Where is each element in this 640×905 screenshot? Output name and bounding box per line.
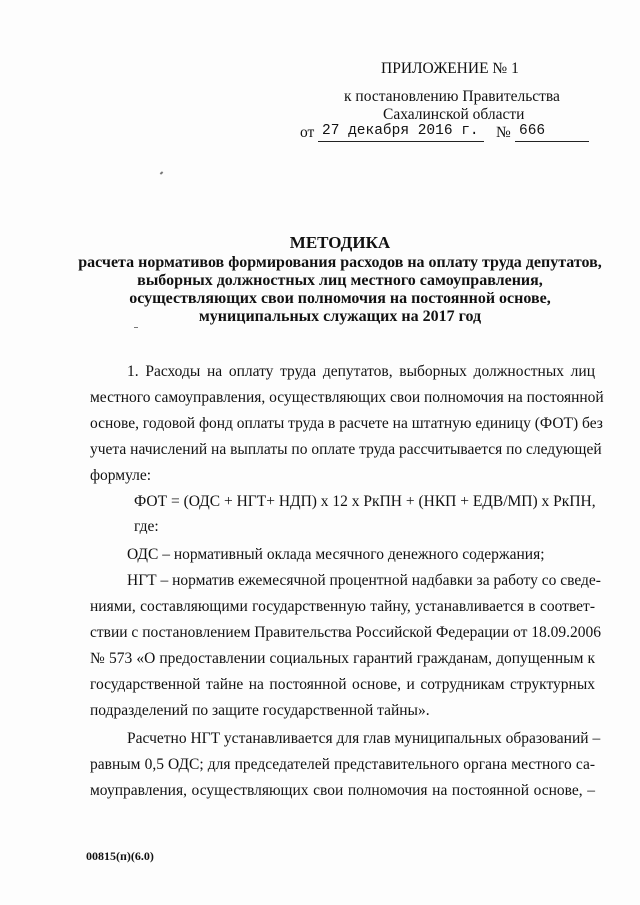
- calc-paragraph-line: моуправления, осуществляющих свои полномочия на постоянной основе, –: [90, 782, 595, 799]
- heading-line-2: выборных должностных лиц местного самоуправления,: [137, 272, 543, 289]
- paragraph-1-line: местного самоуправления, осуществляющих свои полномочия на постоянной: [90, 389, 604, 406]
- document-code: 00815(п)(6.0): [86, 849, 154, 863]
- ngt-definition-line: подразделений по защите государственной тайны».: [90, 702, 430, 719]
- paragraph-1-line: основе, годовой фонд оплаты труда в расчете на штатную единицу (ФОТ) без: [90, 415, 603, 432]
- scan-mark: [134, 327, 138, 328]
- where-label: где:: [134, 518, 159, 535]
- document-heading: МЕТОДИКА: [289, 233, 391, 252]
- paragraph-1-line: 1. Расходы на оплату труда депутатов, выборных должностных лиц: [127, 363, 595, 380]
- calc-paragraph-line: Расчетно НГТ устанавливается для глав муниципальных образований –: [127, 730, 601, 747]
- heading-line-3: осуществляющих свои полномочия на постоянной основе,: [129, 290, 551, 307]
- heading-line-1: расчета нормативов формирования расходов на оплату труда депутатов,: [78, 254, 602, 271]
- paragraph-1-line: формуле:: [90, 467, 152, 484]
- ngt-definition-line: ниями, составляющими государственную тайну, устанавливается в соответ-: [90, 598, 595, 615]
- ngt-definition-line: государственной тайне на постоянной основе, и сотрудникам структурных: [90, 676, 595, 693]
- resolution-date: 27 декабря 2016 г.: [322, 123, 479, 139]
- ngt-definition-line: № 573 «О предоставлении социальных гарантий гражданам, допущенным к: [90, 650, 595, 667]
- ods-definition: ОДС – нормативный оклада месячного денежного содержания;: [127, 546, 545, 563]
- fot-formula: ФОТ = (ОДС + НГТ+ НДП) х 12 х РкПН + (НКП + ЕДВ/МП) х РкПН,: [134, 493, 596, 510]
- ngt-definition-line: ствии с постановлением Правительства Российской Федерации от 18.09.2006: [90, 624, 601, 641]
- date-underline: [318, 141, 484, 142]
- date-prefix: от: [300, 124, 315, 141]
- resolution-number: 666: [519, 123, 546, 139]
- appendix-label: ПРИЛОЖЕНИЕ № 1: [381, 60, 519, 77]
- number-underline: [515, 141, 589, 142]
- heading-line-4: муниципальных служащих на 2017 год: [198, 308, 482, 325]
- number-label: №: [496, 124, 511, 141]
- ngt-definition-line: НГТ – норматив ежемесячной процентной надбавки за работу со сведе-: [127, 572, 601, 589]
- calc-paragraph-line: равным 0,5 ОДС; для председателей представительного органа местного са-: [90, 756, 595, 773]
- scan-mark: [160, 171, 164, 174]
- region-line: Сахалинской области: [383, 106, 525, 123]
- paragraph-1-line: учета начислений на выплаты по оплате труда рассчитывается по следующей: [90, 441, 602, 458]
- resolution-line: к постановлению Правительства: [344, 88, 560, 105]
